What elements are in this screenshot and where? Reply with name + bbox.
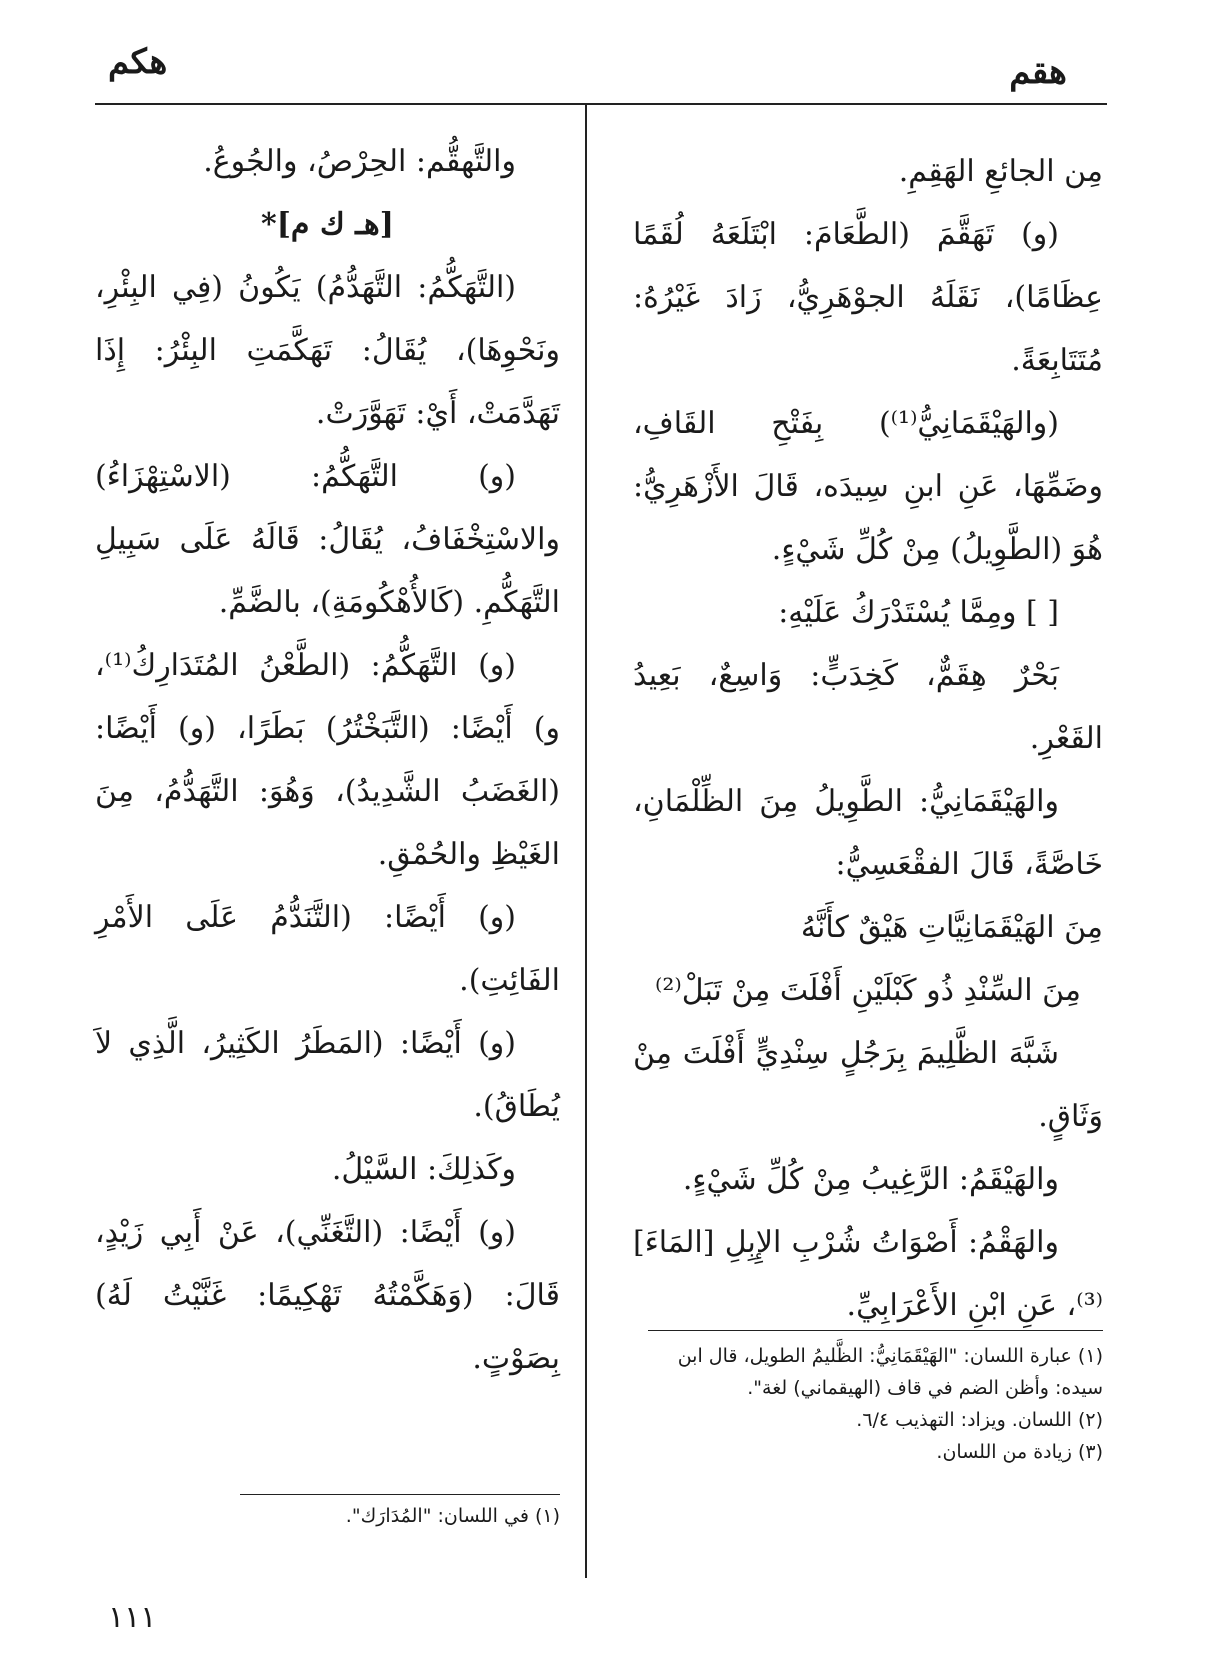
footnote: (١) في اللسان: "المُدَارَك". bbox=[345, 1505, 560, 1527]
page-number: ١١١ bbox=[108, 1600, 157, 1635]
paragraph: بَحْرٌ هِقَمٌّ، كَخِدَبٍّ: وَاسِعٌ، بَعِيدُ القَعْرِ. bbox=[633, 658, 1103, 756]
paragraph: وكَذلِكَ: السَّيْلُ. bbox=[331, 1152, 516, 1187]
verse-line: مِنَ الهَيْقَمَانِيَّاتِ هَيْقٌ كأَنَّهُ bbox=[800, 910, 1103, 945]
running-head-left: هكم bbox=[108, 42, 168, 82]
left-column bbox=[95, 130, 560, 1390]
paragraph: (و) التَّهَكُّمُ: (الطَّعْنُ المُتَدَارِكُ⁽¹⁾، و) أَيْضًا: (التَّبَخْتُرُ) بَطَرًا، (و) أَيْضًا: (الغَضَبُ الشَّدِيدُ)، وَهُوَ: التَّهَدُّمُ، مِنَ الغَيْظِ والحُمْقِ. bbox=[95, 648, 560, 872]
paragraph: والهَيْقَمَانِيُّ: الطَّوِيلُ مِنَ الظِّلْمَانِ، خَاصَّةً، قَالَ الفقْعَسِيُّ: bbox=[633, 784, 1103, 882]
footnotes-left bbox=[95, 1500, 560, 1532]
header-rule bbox=[95, 103, 1107, 105]
entry-heading: [هـ ك م]* bbox=[261, 207, 394, 242]
paragraph: (التَّهَكُّمُ: التَّهَدُّمُ) يَكُونُ (فِي البِئْرِ، ونَحْوِهَا)، يُقَالُ: تَهَكَّمَتِ البِئْرُ: إِذَا تَهَدَّمَتْ، أَيْ: تَهَوَّرَتْ. bbox=[95, 270, 560, 431]
paragraph: والهَيْقَمُ: الرَّغِيبُ مِنْ كُلِّ شَيْءٍ. bbox=[682, 1162, 1059, 1197]
paragraph: (و) التَّهَكُّمُ: (الاسْتِهْزَاءُ) والاسْتِخْفَافُ، يُقَالُ: قَالَهُ عَلَى سَبِيلِ التَّهَكُّمِ. (كَالأُهْكُومَةِ)، بالضَّمِّ. bbox=[95, 459, 560, 620]
paragraph: (و) أَيْضًا: (التَّغَنِّي)، عَنْ أَبِي زَيْدٍ، قَالَ: (وَهَكَّمْتُهُ تَهْكِيمًا: غَنَّيْتُ لَهُ) بِصَوْتٍ. bbox=[95, 1215, 560, 1376]
verse-line: مِنَ السِّنْدِ ذُو كَبْلَيْنِ أَفْلَتَ مِنْ تَبَلْ⁽²⁾ bbox=[654, 973, 1081, 1008]
paragraph: [ ] ومِمَّا يُسْتَدْرَكُ عَلَيْهِ: bbox=[778, 595, 1059, 630]
paragraph: والهَقْمُ: أَصْوَاتُ شُرْبِ الإِبِلِ [المَاءَ]⁽³⁾، عَنِ ابْنِ الأَعْرَابِيِّ. bbox=[633, 1225, 1103, 1323]
paragraph: مِن الجائعِ الهَقِمِ. bbox=[898, 154, 1103, 189]
footnote: (٣) زيادة من اللسان. bbox=[936, 1441, 1103, 1463]
footnote: (٢) اللسان. ويزاد: التهذيب ٦/٤. bbox=[856, 1409, 1103, 1431]
running-head-right: هقم bbox=[1009, 52, 1067, 92]
footnote-rule-right bbox=[648, 1330, 1103, 1331]
right-column bbox=[633, 140, 1103, 1337]
footnote: (١) عبارة اللسان: "الهَيْقَمَانِيُّ: الظَّليمُ الطويل، قال ابن سيده: وأظن الضم في قاف (الهيقماني) لغة". bbox=[677, 1345, 1103, 1399]
paragraph: (والهَيْقَمَانِيُّ⁽¹⁾) بِفَتْحِ القَافِ، وضَمِّهَا، عَنِ ابنِ سِيدَه، قَالَ الأَزْهَرِيُّ: هُوَ (الطَّوِيلُ) مِنْ كُلِّ شَيْءٍ. bbox=[633, 406, 1103, 567]
paragraph: والتَّهقُّم: الحِرْصُ، والجُوعُ. bbox=[203, 144, 516, 179]
paragraph: (و) تَهَقَّمَ (الطَّعَامَ: ابْتَلَعَهُ لُقَمًا عِظَامًا)، نَقَلَهُ الجوْهَرِيُّ، زَادَ غَيْرُهُ: مُتَتَابِعَةً. bbox=[633, 217, 1103, 378]
column-divider bbox=[585, 103, 587, 1578]
paragraph: (و) أَيْضًا: (المَطَرُ الكَثِيرُ، الَّذِي لاَ يُطَاقُ). bbox=[95, 1026, 560, 1124]
paragraph: شَبَّهَ الظَّلِيمَ بِرَجُلٍ سِنْدِيٍّ أَفْلَتَ مِنْ وَثَاقٍ. bbox=[633, 1036, 1103, 1134]
footnote-rule-left bbox=[240, 1494, 560, 1495]
paragraph: (و) أَيْضًا: (التَّنَدُّمُ عَلَى الأَمْرِ الفَائِتِ). bbox=[95, 900, 560, 998]
footnotes-right bbox=[633, 1340, 1103, 1468]
